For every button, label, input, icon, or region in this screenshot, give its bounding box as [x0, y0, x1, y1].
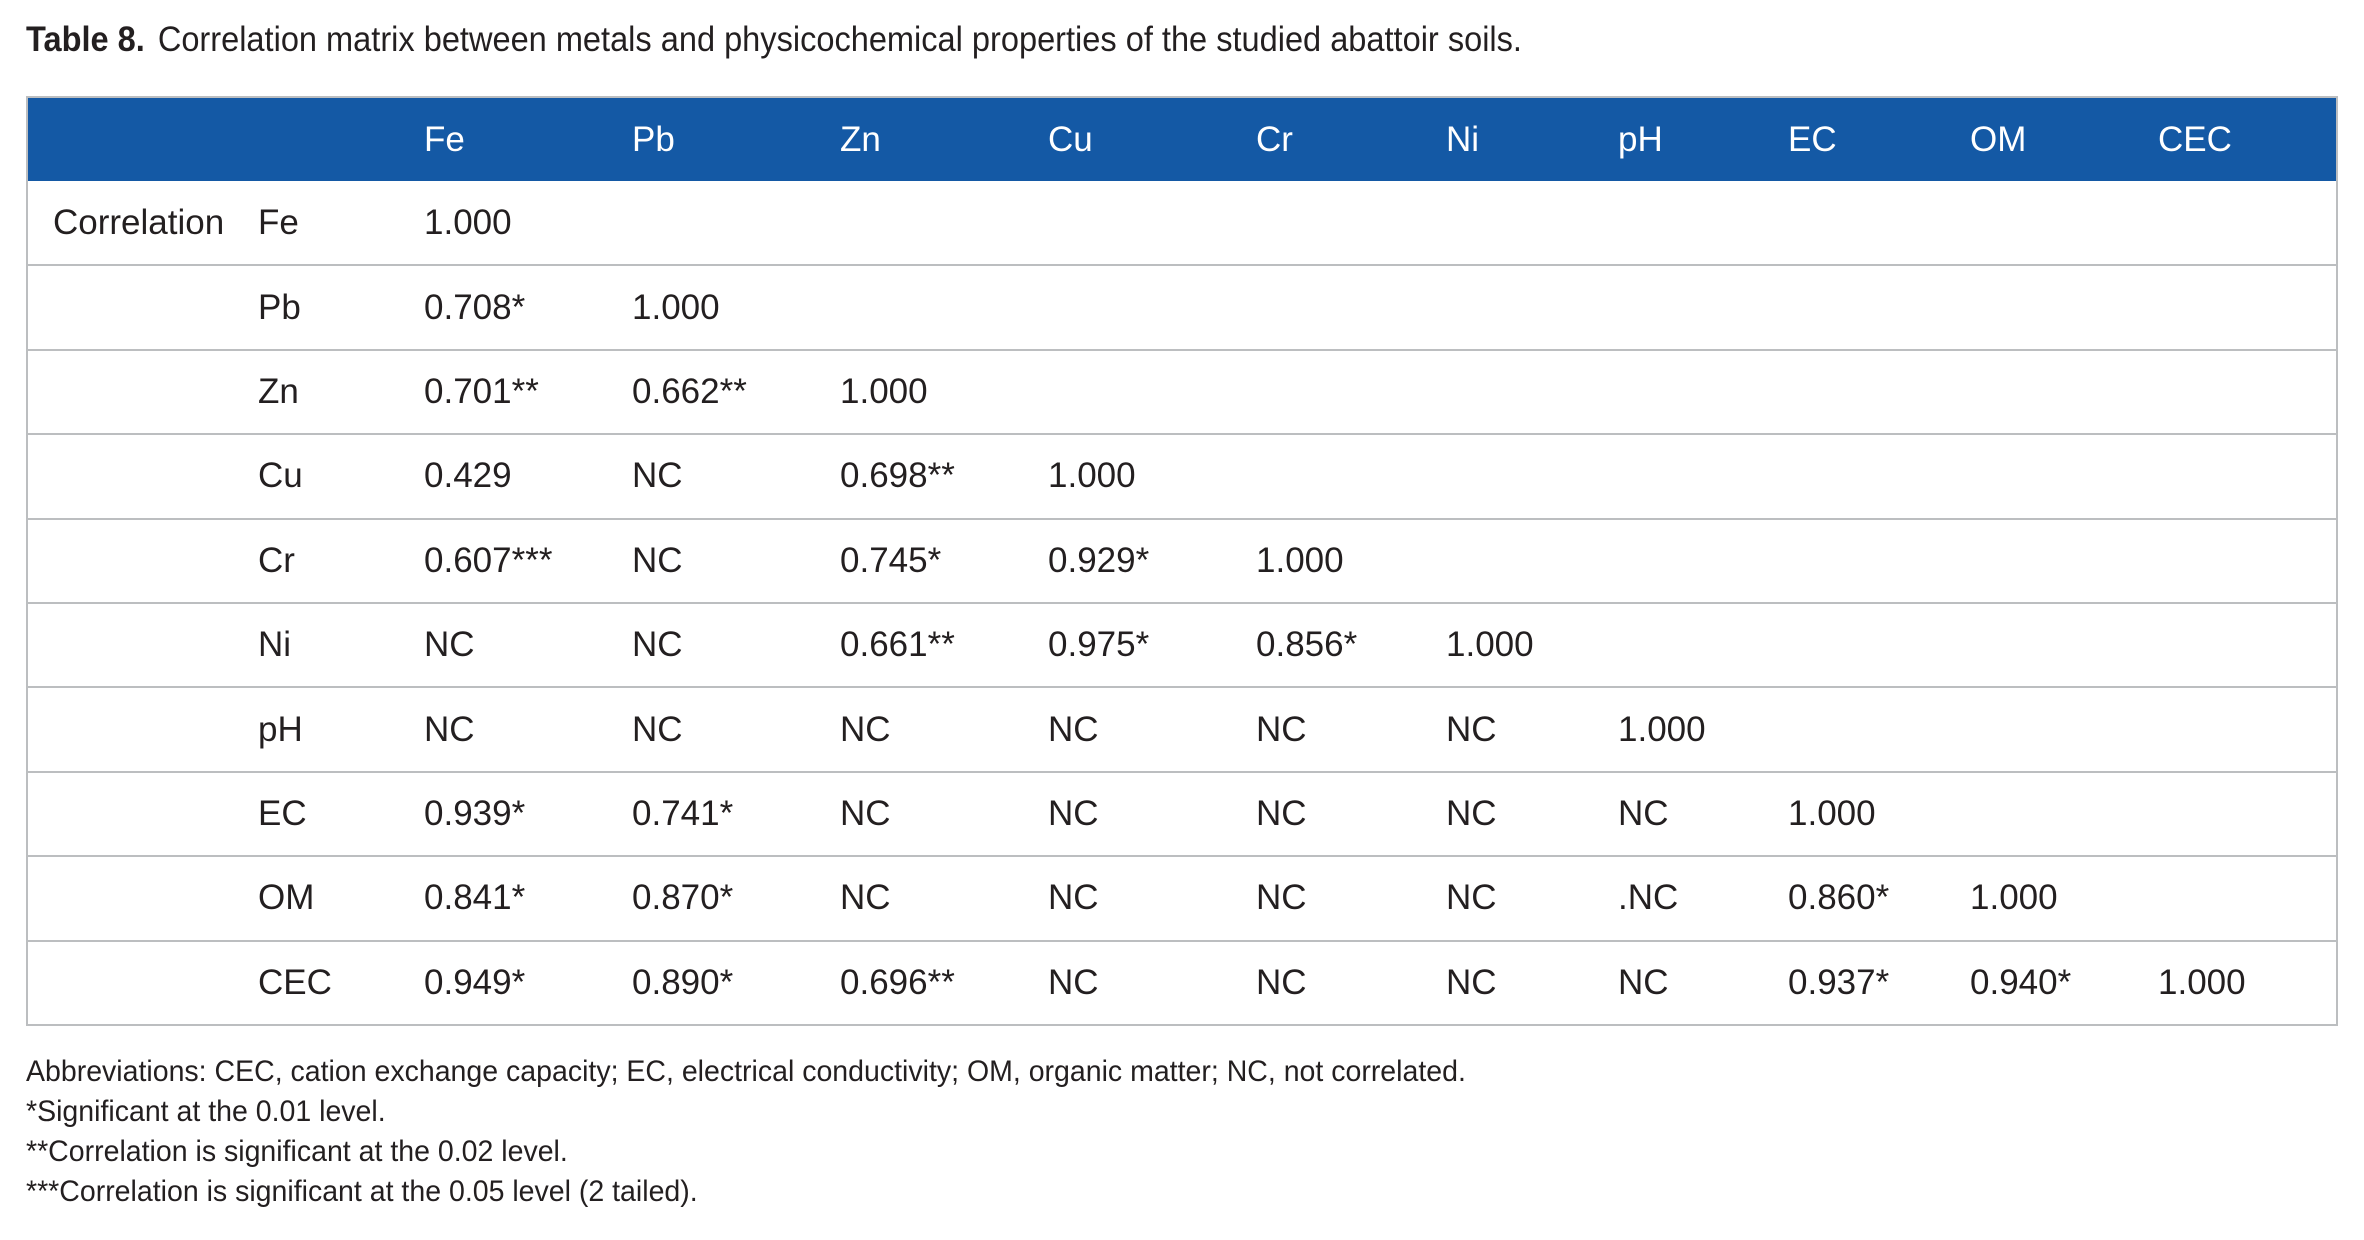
row-label: OM — [258, 856, 424, 940]
table-cell — [2158, 181, 2337, 265]
row-label: EC — [258, 772, 424, 856]
table-cell — [2158, 350, 2337, 434]
table-cell: 0.841* — [424, 856, 632, 940]
table-cell — [840, 181, 1048, 265]
table-cell — [1256, 434, 1446, 518]
table-cell: NC — [1256, 856, 1446, 940]
table-cell: 1.000 — [1788, 772, 1970, 856]
row-label: Zn — [258, 350, 424, 434]
table-cell — [1788, 265, 1970, 349]
row-group-label — [27, 772, 258, 856]
table-cell: NC — [1048, 772, 1256, 856]
table-cell — [1788, 519, 1970, 603]
table-cell — [1618, 434, 1788, 518]
table-cell — [1618, 181, 1788, 265]
table-cell — [1446, 350, 1618, 434]
table-row — [27, 687, 2337, 771]
table-cell — [1788, 687, 1970, 771]
table-cell: 1.000 — [424, 181, 632, 265]
table-cell: NC — [424, 687, 632, 771]
table-cell: 0.741* — [632, 772, 840, 856]
table-cell: 0.890* — [632, 962, 734, 1002]
table-cell — [2158, 265, 2337, 349]
table-cell: NC — [1446, 856, 1618, 940]
table-cell — [2158, 687, 2337, 771]
table-cell — [1446, 519, 1618, 603]
table-cell: 1.000 — [1256, 519, 1446, 603]
footnote-significance-3: ***Correlation is significant at the 0.05 level (2 tailed). — [26, 1175, 698, 1208]
table-cell: NC — [424, 603, 632, 687]
row-group-label: Correlation — [27, 181, 258, 265]
table-cell: 0.607*** — [424, 519, 632, 603]
caption-label: Table 8. — [26, 20, 145, 59]
table-header-row — [27, 97, 2337, 181]
table-row — [27, 519, 2337, 603]
column-header — [258, 97, 424, 181]
row-group-label — [27, 687, 258, 771]
table-row — [27, 941, 2337, 1025]
table-cell: NC — [840, 856, 1048, 940]
table-cell: 0.856* — [1256, 603, 1446, 687]
row-group-label — [27, 603, 258, 687]
table-cell: NC — [1446, 687, 1618, 771]
column-header — [27, 97, 258, 181]
table-caption — [26, 18, 1522, 62]
table-footnotes — [26, 1052, 1466, 1212]
table-cell — [1446, 265, 1618, 349]
column-header: CEC — [2158, 119, 2232, 159]
table-cell — [2158, 772, 2337, 856]
table-cell: NC — [1048, 856, 1256, 940]
table-cell — [1446, 434, 1618, 518]
table-cell — [1970, 265, 2158, 349]
table-cell: 0.662** — [632, 350, 840, 434]
caption-text: Correlation matrix between metals and physicochemical properties of the studied abattoir soils. — [157, 20, 1522, 59]
table-cell — [1970, 181, 2158, 265]
table-cell: 0.937* — [1788, 962, 1890, 1002]
table-cell: 1.000 — [632, 265, 840, 349]
row-label: Cu — [258, 434, 424, 518]
table-row — [27, 772, 2337, 856]
table-cell — [1618, 603, 1788, 687]
row-label: CEC — [258, 962, 332, 1002]
row-group-label — [27, 519, 258, 603]
table-cell: 0.975* — [1048, 603, 1256, 687]
table-cell: NC — [1048, 962, 1099, 1002]
table-cell — [1048, 265, 1256, 349]
table-cell: .NC — [1618, 856, 1788, 940]
table-cell: 1.000 — [840, 350, 1048, 434]
footnote-abbreviations: Abbreviations: CEC, cation exchange capacity; EC, electrical conductivity; OM, organic matter; NC, not correlated. — [26, 1055, 1466, 1088]
row-label: Ni — [258, 603, 424, 687]
table-cell — [1788, 181, 1970, 265]
table-row — [27, 603, 2337, 687]
table-cell: 1.000 — [1446, 603, 1618, 687]
column-header: Cr — [1256, 119, 1293, 159]
column-header: Cu — [1048, 119, 1093, 159]
table-cell — [2158, 603, 2337, 687]
table-cell — [1788, 350, 1970, 434]
table-cell: 0.940* — [1970, 962, 2072, 1002]
table-cell — [1970, 350, 2158, 434]
table-cell — [1048, 181, 1256, 265]
column-header: pH — [1618, 119, 1663, 159]
table-cell: NC — [1048, 687, 1256, 771]
table-cell: NC — [1256, 962, 1307, 1002]
table-cell: 0.698** — [840, 434, 1048, 518]
table-row — [27, 265, 2337, 349]
column-header: Zn — [840, 119, 881, 159]
column-header: Pb — [632, 119, 675, 159]
table-row — [27, 856, 2337, 940]
table-cell — [1970, 603, 2158, 687]
table-cell: 0.708* — [424, 265, 632, 349]
table-cell: 0.860* — [1788, 856, 1970, 940]
row-label: pH — [258, 687, 424, 771]
table-cell — [1618, 519, 1788, 603]
table-cell: NC — [1618, 772, 1788, 856]
table-cell — [1970, 519, 2158, 603]
table-cell — [1256, 350, 1446, 434]
table-cell — [1788, 434, 1970, 518]
table-cell — [840, 265, 1048, 349]
row-group-label — [27, 350, 258, 434]
row-group-label — [27, 856, 258, 940]
column-header: Ni — [1446, 119, 1480, 159]
table-cell: 1.000 — [2158, 962, 2246, 1002]
table-cell: NC — [1446, 962, 1497, 1002]
table-cell: NC — [1256, 772, 1446, 856]
table-cell: 0.696** — [840, 962, 955, 1002]
table-cell: NC — [840, 772, 1048, 856]
table-cell — [1788, 603, 1970, 687]
column-header: OM — [1970, 119, 2027, 159]
table-cell: 1.000 — [1048, 434, 1256, 518]
table-row — [27, 350, 2337, 434]
row-group-label — [27, 265, 258, 349]
table-cell — [1256, 265, 1446, 349]
table-row — [27, 434, 2337, 518]
table-cell: 0.745* — [840, 519, 1048, 603]
table-cell — [2158, 519, 2337, 603]
table-row — [27, 181, 2337, 265]
table-cell: 1.000 — [1970, 856, 2158, 940]
table-cell — [1048, 350, 1256, 434]
table-cell: 0.429 — [424, 434, 632, 518]
table-cell: NC — [632, 434, 840, 518]
correlation-table-container — [26, 96, 2336, 1026]
column-header: Fe — [424, 119, 465, 159]
table-cell — [1446, 181, 1618, 265]
table-cell: 0.939* — [424, 772, 632, 856]
row-label: Fe — [258, 181, 424, 265]
row-group-label — [27, 434, 258, 518]
row-label: Cr — [258, 519, 424, 603]
row-group-label — [27, 941, 258, 1025]
table-cell — [2158, 856, 2337, 940]
table-cell: NC — [632, 687, 840, 771]
table-cell: NC — [632, 603, 840, 687]
footnote-significance-1: *Significant at the 0.01 level. — [26, 1095, 386, 1128]
row-label: Pb — [258, 265, 424, 349]
table-cell — [1256, 181, 1446, 265]
table-cell: 0.661** — [840, 603, 1048, 687]
table-cell: NC — [840, 687, 1048, 771]
column-header: EC — [1788, 119, 1837, 159]
table-cell — [1970, 434, 2158, 518]
table-body — [27, 181, 2337, 1025]
table-cell: 0.701** — [424, 350, 632, 434]
footnote-significance-2: **Correlation is significant at the 0.02 level. — [26, 1135, 568, 1168]
table-cell — [1970, 687, 2158, 771]
table-cell: 0.929* — [1048, 519, 1256, 603]
table-cell: 0.949* — [424, 962, 526, 1002]
table-cell: NC — [632, 519, 840, 603]
table-cell: 1.000 — [1618, 687, 1788, 771]
correlation-table — [26, 96, 2338, 1026]
table-cell: 0.870* — [632, 856, 840, 940]
table-cell: NC — [1256, 687, 1446, 771]
table-cell — [1618, 265, 1788, 349]
table-cell: NC — [1446, 772, 1618, 856]
table-cell — [1970, 772, 2158, 856]
table-cell — [2158, 434, 2337, 518]
table-cell: NC — [1618, 962, 1669, 1002]
table-cell — [632, 181, 840, 265]
table-cell — [1618, 350, 1788, 434]
